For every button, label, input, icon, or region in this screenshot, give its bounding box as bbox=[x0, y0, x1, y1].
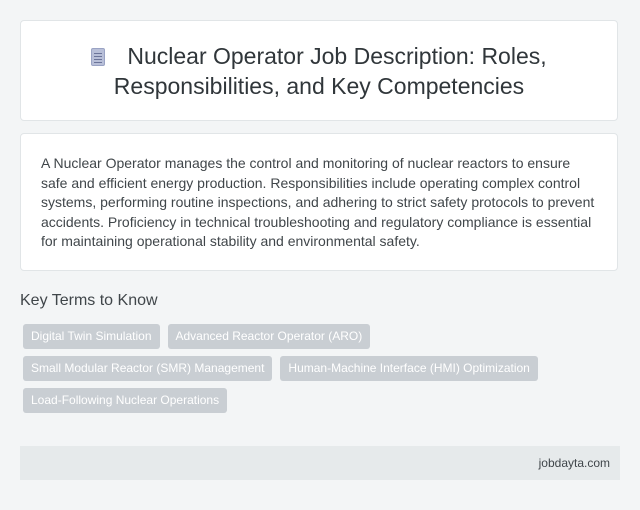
job-description: A Nuclear Operator manages the control and monitoring of nuclear reactors to ensure safe and efficient energy production. Responsibilities include operating complex control systems, performing routine inspections, and adhering to strict safety protocols to prevent accidents. Proficiency in technical troubleshooting and regulatory compliance is essential for maintaining operational stability and environmental safety. bbox=[41, 155, 595, 249]
key-term-tag[interactable]: Advanced Reactor Operator (ARO) bbox=[168, 324, 371, 349]
key-terms-heading: Key Terms to Know bbox=[20, 292, 158, 309]
title-card bbox=[20, 20, 618, 121]
page-title-text: Nuclear Operator Job Description: Roles, Responsibilities, and Key Competencies bbox=[113, 42, 547, 99]
key-term-tag[interactable]: Load-Following Nuclear Operations bbox=[23, 388, 227, 413]
key-term-tag[interactable]: Digital Twin Simulation bbox=[23, 324, 160, 349]
key-terms-list bbox=[23, 324, 583, 413]
footer bbox=[20, 446, 620, 480]
document-icon bbox=[91, 48, 105, 66]
footer-site-link[interactable]: jobdayta.com bbox=[538, 456, 610, 470]
page-title bbox=[59, 41, 579, 101]
key-term-tag[interactable]: Small Modular Reactor (SMR) Management bbox=[23, 356, 272, 381]
key-term-tag[interactable]: Human-Machine Interface (HMI) Optimization bbox=[280, 356, 537, 381]
description-card bbox=[20, 133, 618, 271]
